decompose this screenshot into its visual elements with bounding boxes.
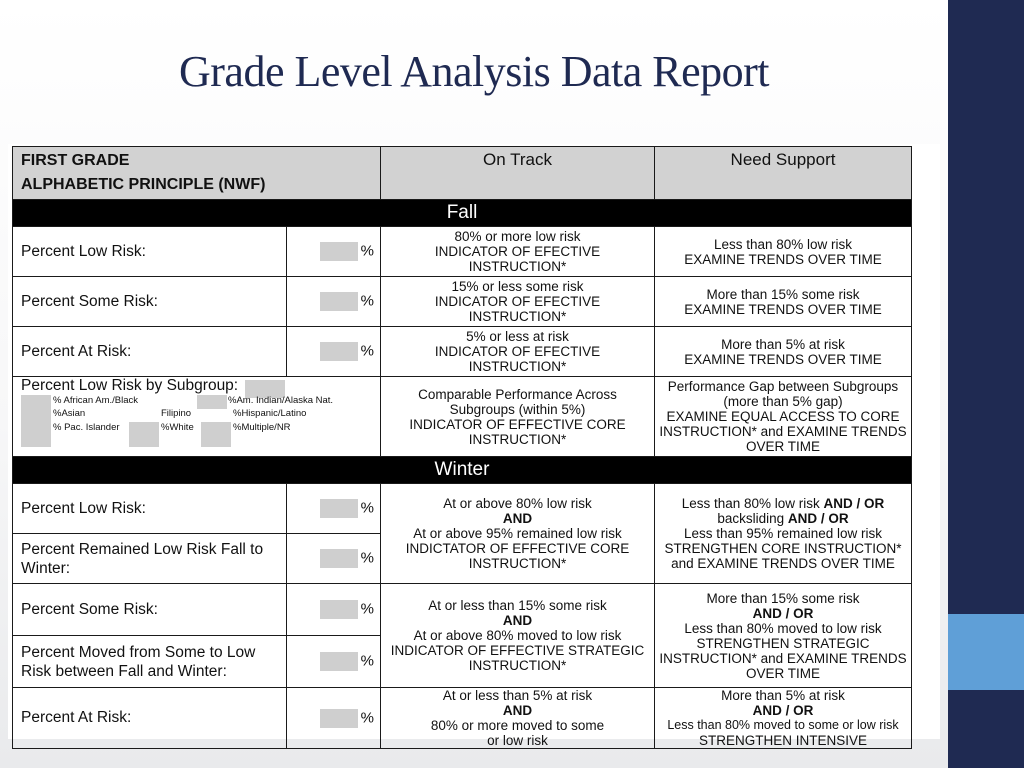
percent-input-box[interactable]	[320, 242, 358, 261]
need-support-cell	[655, 484, 912, 584]
percent-input-box[interactable]	[320, 499, 358, 518]
criteria-line: INDICATOR OF EFECTIVE	[434, 244, 601, 259]
percent-cell	[287, 277, 381, 327]
criteria-line: EXAMINE TRENDS OVER TIME	[684, 301, 882, 317]
table-row	[13, 277, 912, 327]
criteria-line: Less than 95% remained low risk	[683, 526, 883, 541]
subgroup-grid	[21, 395, 380, 447]
subgroup-input-box[interactable]	[21, 395, 51, 447]
need-support-cell	[655, 277, 912, 327]
row-label: Percent Some Risk:	[13, 584, 287, 636]
criteria-line: Less than 80% moved to some or low risk	[667, 718, 899, 732]
percent-sign: %	[360, 499, 374, 517]
side-accent-block	[948, 614, 1024, 690]
criteria-line: INSTRUCTION*	[468, 359, 567, 374]
row-label: Percent Low Risk:	[13, 227, 287, 277]
subgroup-label: %Multiple/NR	[233, 422, 291, 433]
criteria-line: STRENGTHEN STRATEGIC	[696, 635, 870, 651]
subgroup-label: Filipino	[161, 408, 192, 419]
criteria-line: INSTRUCTION*	[468, 259, 567, 274]
criteria-line: More than 5% at risk	[721, 688, 845, 703]
criteria-connector: AND / OR	[787, 511, 849, 526]
percent-sign: %	[360, 242, 374, 260]
percent-sign: %	[360, 708, 374, 726]
row-label: Percent Some Risk:	[13, 277, 287, 327]
need-support-cell	[655, 227, 912, 277]
row-label: Percent Moved from Some to Low Risk between Fall and Winter:	[13, 636, 287, 688]
percent-sign: %	[360, 652, 374, 670]
criteria-text: Less than 80% low risk	[681, 496, 820, 511]
subgroup-input-box[interactable]	[129, 422, 159, 447]
criteria-line: More than 5% at risk	[721, 336, 845, 352]
criteria-line: STRENGTHEN INTENSIVE	[698, 733, 868, 748]
criteria-line: OVER TIME	[745, 439, 820, 454]
criteria-line: At or above 80% moved to low risk	[413, 628, 622, 643]
criteria-text: backsliding	[717, 511, 785, 526]
criteria-line: Subgroups (within 5%)	[449, 401, 586, 417]
report-table-image	[8, 144, 940, 748]
criteria-line: STRENGTHEN CORE INSTRUCTION*	[664, 541, 902, 556]
subgroup-input-box[interactable]	[197, 395, 227, 409]
table-row	[13, 327, 912, 377]
criteria-line: INDICATOR OF EFECTIVE	[434, 294, 601, 309]
slide-title: Grade Level Analysis Data Report	[178, 47, 770, 96]
criteria-line: AND	[502, 703, 533, 718]
criteria-line: INSTRUCTION*	[468, 556, 567, 571]
need-support-cell	[655, 377, 912, 457]
table-row	[13, 584, 912, 636]
table-row	[13, 484, 912, 534]
criteria-line: EXAMINE TRENDS OVER TIME	[684, 251, 882, 267]
criteria-line: 80% or more moved to some	[430, 718, 605, 733]
criteria-line: and EXAMINE TRENDS OVER TIME	[671, 556, 895, 571]
percent-cell	[287, 484, 381, 534]
on-track-cell	[381, 484, 655, 584]
on-track-cell	[381, 277, 655, 327]
on-track-cell	[381, 688, 655, 749]
criteria-line: INDICATOR OF EFFECTIVE STRATEGIC	[390, 643, 645, 658]
subgroup-input-box[interactable]	[201, 422, 231, 447]
subgroup-label: %Hispanic/Latino	[233, 408, 307, 419]
percent-cell	[287, 584, 381, 636]
criteria-line: INSTRUCTION*	[468, 309, 567, 324]
percent-cell	[287, 327, 381, 377]
criteria-connector: AND / OR	[823, 496, 885, 511]
subgroup-cell	[13, 377, 381, 457]
fall-label: Fall	[13, 200, 912, 227]
on-track-cell	[381, 377, 655, 457]
criteria-line: INDICATOR OF EFECTIVE	[434, 344, 601, 359]
on-track-cell	[381, 327, 655, 377]
subgroup-label: % African Am./Black	[53, 395, 139, 406]
criteria-line: EXAMINE TRENDS OVER TIME	[684, 351, 882, 367]
criteria-line: Comparable Performance Across	[418, 386, 617, 402]
criteria-line: AND / OR	[752, 703, 814, 718]
row-label: Percent Low Risk:	[13, 484, 287, 534]
table-row	[13, 688, 912, 749]
table-row	[13, 377, 912, 457]
percent-sign: %	[360, 549, 374, 567]
criteria-line: or low risk	[487, 733, 548, 748]
percent-input-box[interactable]	[320, 549, 358, 568]
percent-cell	[287, 636, 381, 688]
criteria-line	[655, 496, 911, 511]
criteria-line: AND	[502, 613, 533, 628]
criteria-line	[655, 511, 911, 526]
grade-heading	[13, 147, 381, 200]
measure-label: ALPHABETIC PRINCIPLE (NWF)	[21, 176, 266, 193]
subgroup-label: %Asian	[53, 408, 86, 419]
percent-sign: %	[360, 600, 374, 618]
criteria-line: AND	[502, 511, 533, 526]
table-row	[13, 227, 912, 277]
criteria-line: INSTRUCTION* and EXAMINE TRENDS	[659, 650, 907, 666]
criteria-line: (more than 5% gap)	[723, 394, 843, 409]
on-track-cell	[381, 584, 655, 688]
on-track-cell	[381, 227, 655, 277]
grade-label: FIRST GRADE	[21, 152, 130, 169]
subgroup-label: %White	[161, 422, 194, 433]
subgroup-label: % Pac. Islander	[53, 422, 120, 433]
analysis-table	[12, 146, 912, 749]
criteria-line: INDICATOR OF EFFECTIVE CORE	[409, 416, 626, 432]
criteria-line: INSTRUCTION*	[468, 431, 567, 447]
percent-input-box[interactable]	[320, 342, 358, 361]
subgroup-label: %Am. Indian/Alaska Nat.	[228, 395, 334, 406]
percent-cell	[287, 227, 381, 277]
criteria-line: INDICTATOR OF EFFECTIVE CORE	[405, 541, 630, 556]
criteria-line: Less than 80% low risk	[713, 236, 853, 252]
percent-cell	[287, 688, 381, 749]
percent-sign: %	[360, 342, 374, 360]
criteria-line: INSTRUCTION*	[468, 658, 567, 673]
percent-cell	[287, 534, 381, 584]
criteria-line: OVER TIME	[745, 665, 820, 681]
criteria-line: At or above 95% remained low risk	[413, 526, 622, 541]
winter-season-row	[13, 457, 912, 484]
criteria-line: More than 15% some risk	[706, 590, 860, 606]
row-label: Percent Low Risk by Subgroup:	[21, 377, 239, 394]
criteria-line: Performance Gap between Subgroups	[667, 379, 899, 394]
criteria-line: 15% or less some risk	[451, 279, 584, 294]
need-support-cell	[655, 584, 912, 688]
row-label: Percent At Risk:	[13, 688, 287, 749]
table-header-row	[13, 147, 912, 200]
criteria-line: More than 15% some risk	[706, 286, 860, 302]
percent-input-box[interactable]	[320, 292, 358, 311]
criteria-line: At or less than 15% some risk	[428, 598, 607, 613]
percent-input-box[interactable]	[320, 600, 358, 619]
row-label: Percent Remained Low Risk Fall to Winter:	[13, 534, 287, 584]
criteria-line: 5% or less at risk	[466, 329, 569, 344]
criteria-line: Less than 80% moved to low risk	[684, 620, 882, 636]
criteria-line: 80% or more low risk	[454, 229, 581, 244]
need-support-cell	[655, 688, 912, 749]
percent-input-box[interactable]	[320, 652, 358, 671]
percent-input-box[interactable]	[320, 709, 358, 728]
criteria-line: At or above 80% low risk	[443, 496, 592, 511]
need-support-heading: Need Support	[655, 147, 912, 200]
need-support-cell	[655, 327, 912, 377]
criteria-line: AND / OR	[752, 605, 814, 621]
criteria-line: INSTRUCTION* and EXAMINE TRENDS	[659, 424, 907, 439]
criteria-line: At or less than 5% at risk	[442, 688, 593, 703]
winter-label: Winter	[13, 457, 912, 484]
criteria-line: EXAMINE EQUAL ACCESS TO CORE	[666, 409, 900, 424]
percent-sign: %	[360, 292, 374, 310]
row-label: Percent At Risk:	[13, 327, 287, 377]
fall-season-row	[13, 200, 912, 227]
on-track-heading: On Track	[381, 147, 655, 200]
